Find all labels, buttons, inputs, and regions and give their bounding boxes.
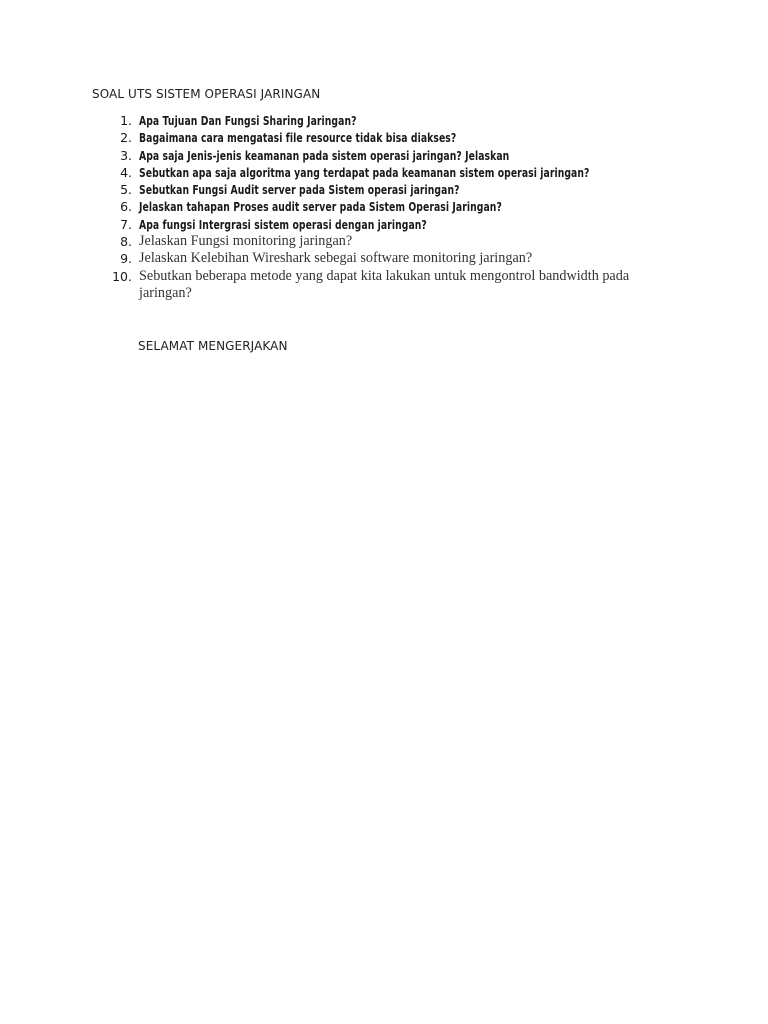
question-item xyxy=(0,268,768,302)
question-text: Sebutkan apa saja algoritma yang terdapat pada keamanan sistem operasi jaringan? xyxy=(139,164,590,180)
question-text: Sebutkan Fungsi Audit server pada Sistem operasi jaringan? xyxy=(139,182,460,198)
question-item xyxy=(0,164,768,181)
question-text: Apa saja Jenis-jenis keamanan pada sistem operasi jaringan? Jelaskan xyxy=(139,147,510,163)
question-item xyxy=(0,216,768,233)
question-number: 9. xyxy=(120,251,132,267)
question-number: 5. xyxy=(120,182,132,198)
question-item xyxy=(0,112,768,129)
question-text: Apa Tujuan Dan Fungsi Sharing Jaringan? xyxy=(139,113,357,128)
question-item xyxy=(0,250,768,267)
question-number: 10. xyxy=(112,268,132,284)
question-number: 7. xyxy=(120,216,132,232)
question-text: Sebutkan beberapa metode yang dapat kita lakukan untuk mengontrol bandwidth pada jaringan? xyxy=(139,267,630,301)
question-list xyxy=(0,112,768,302)
question-number: 2. xyxy=(120,130,132,146)
question-number: 4. xyxy=(120,164,132,180)
question-text: Jelaskan Kelebihan Wireshark sebegai software monitoring jaringan? xyxy=(139,250,533,267)
question-item xyxy=(0,181,768,198)
question-number: 8. xyxy=(120,234,132,250)
question-item xyxy=(0,129,768,146)
question-number: 1. xyxy=(120,113,132,128)
question-item xyxy=(0,198,768,215)
question-text: Apa fungsi Intergrasi sistem operasi dengan jaringan? xyxy=(139,216,427,232)
question-item xyxy=(0,233,768,250)
question-text: Jelaskan tahapan Proses audit server pada Sistem Operasi Jaringan? xyxy=(139,199,502,215)
question-text: Bagaimana cara mengatasi file resource tidak bisa diakses? xyxy=(139,130,457,146)
question-text: Jelaskan Fungsi monitoring jaringan? xyxy=(139,233,353,250)
question-item xyxy=(0,147,768,164)
question-number: 3. xyxy=(120,147,132,163)
closing-text: SELAMAT MENGERJAKAN xyxy=(138,339,288,353)
question-number: 6. xyxy=(120,199,132,215)
document-title: SOAL UTS SISTEM OPERASI JARINGAN xyxy=(92,87,321,101)
